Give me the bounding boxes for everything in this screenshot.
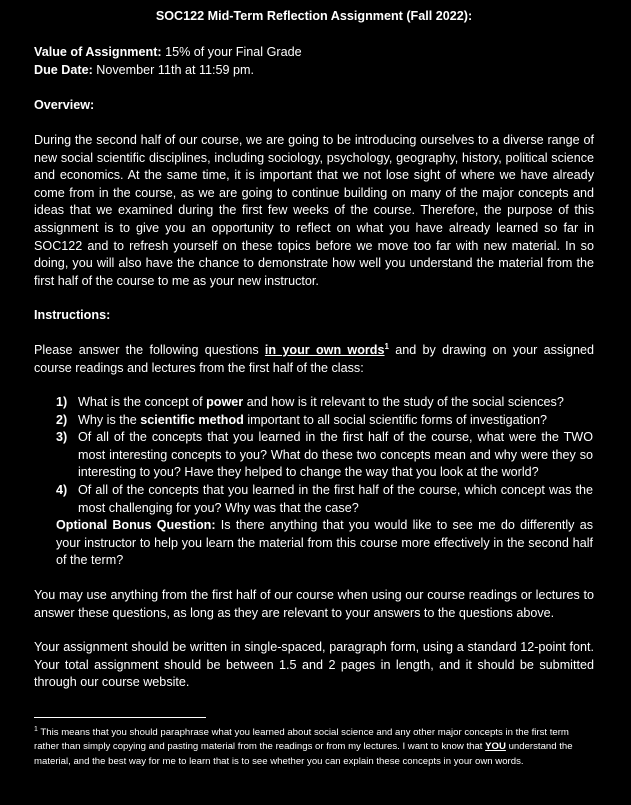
question-emphasis: scientific method xyxy=(140,412,244,427)
overview-paragraph: During the second half of our course, we are going to be introducing ourselves to a diverse range of new social scientific disciplines, including sociology, psychology, geography, history, political science and economics. At the same time, it is important that we not lose sight of where we have already come from in the course, as we are going to continue building on many of the major concepts and ideas that we examined during the first few weeks of the course. Therefore, the purpose of this assignment is to give you an opportunity to reflect on what you have already learned so far in SOC122 and to refresh yourself on these topics before we move too far with new material. In so doing, you will also have the chance to demonstrate how well you understand the material from the first half of the course to me as your new instructor. xyxy=(34,133,594,288)
due-line xyxy=(34,62,594,80)
question-number: 4) xyxy=(56,482,68,497)
question-number: 3) xyxy=(56,430,68,445)
question-item xyxy=(56,482,593,517)
question-text-after: important to all social scientific forms of investigation? xyxy=(243,412,547,427)
format-paragraph: Your assignment should be written in single-spaced, paragraph form, using a standard 12-point font. Your total assignment should be between 1.5 and 2 pages in length, and it should be submitted through our course website. xyxy=(34,640,594,690)
question-text-after: and how is it relevant to the study of the social sciences? xyxy=(243,395,564,409)
question-item xyxy=(56,394,593,412)
value-label: Value of Assignment: xyxy=(34,45,162,59)
intro-emphasis: in your own words xyxy=(264,343,385,357)
footnote xyxy=(34,726,586,769)
page-title: SOC122 Mid-Term Reflection Assignment (Fall 2022): xyxy=(155,9,473,23)
footnote-number: 1 xyxy=(34,725,38,733)
question-emphasis: power xyxy=(206,395,244,409)
intro-after: and by drawing on your assigned course readings and lectures from the first half of the class: xyxy=(34,343,594,375)
overview-heading: Overview: xyxy=(34,98,95,112)
due-label: Due Date: xyxy=(34,63,93,77)
value-line xyxy=(34,44,594,62)
question-item xyxy=(56,429,593,482)
question-text: What is the concept of xyxy=(78,395,207,409)
question-text: Why is the xyxy=(78,412,141,427)
footnote-ref: 1 xyxy=(384,341,389,351)
question-text: Of all of the concepts that you learned in the first half of the course, which concept was the most challenging for you? Why was that the case? xyxy=(78,482,593,515)
question-item xyxy=(56,412,593,430)
value-text: 15% of your Final Grade xyxy=(165,45,302,59)
footnote-before: This means that you should paraphrase what you learned about social science and any other major concepts in the first term rather than simply copying and pasting material from the readings or from my lectures. I want to know that xyxy=(34,727,569,753)
question-number: 1) xyxy=(56,395,68,409)
bonus-question xyxy=(56,517,593,570)
instructions-heading: Instructions: xyxy=(34,308,111,322)
bonus-text: Is there anything that you would like to see me do differently as your instructor to help you learn the material from this course more effectively in the second half of the term? xyxy=(56,518,594,568)
intro-before: Please answer the following questions xyxy=(34,343,265,357)
footnote-emphasis: YOU xyxy=(485,741,506,753)
footnote-after: understand the material, and the best way for me to learn that is to see whether you can explain these concepts in your own words. xyxy=(34,741,573,767)
usage-paragraph: You may use anything from the first half of our course when using our course readings or lectures to answer these questions, as long as they are relevant to your answers to the questions above. xyxy=(34,588,594,620)
question-number: 2) xyxy=(56,412,68,427)
instructions-intro xyxy=(34,342,594,377)
bonus-label: Optional Bonus Question: xyxy=(56,518,216,533)
question-list xyxy=(56,394,593,570)
footnote-divider xyxy=(34,717,206,718)
question-text: Of all of the concepts that you learned in the first half of the course, what were the TWO most interesting concepts to you? What do these two concepts mean and why were they so interesting to you? Have they helped to change the way that you look at the world? xyxy=(78,430,593,480)
due-text: November 11th at 11:59 pm. xyxy=(96,63,255,77)
